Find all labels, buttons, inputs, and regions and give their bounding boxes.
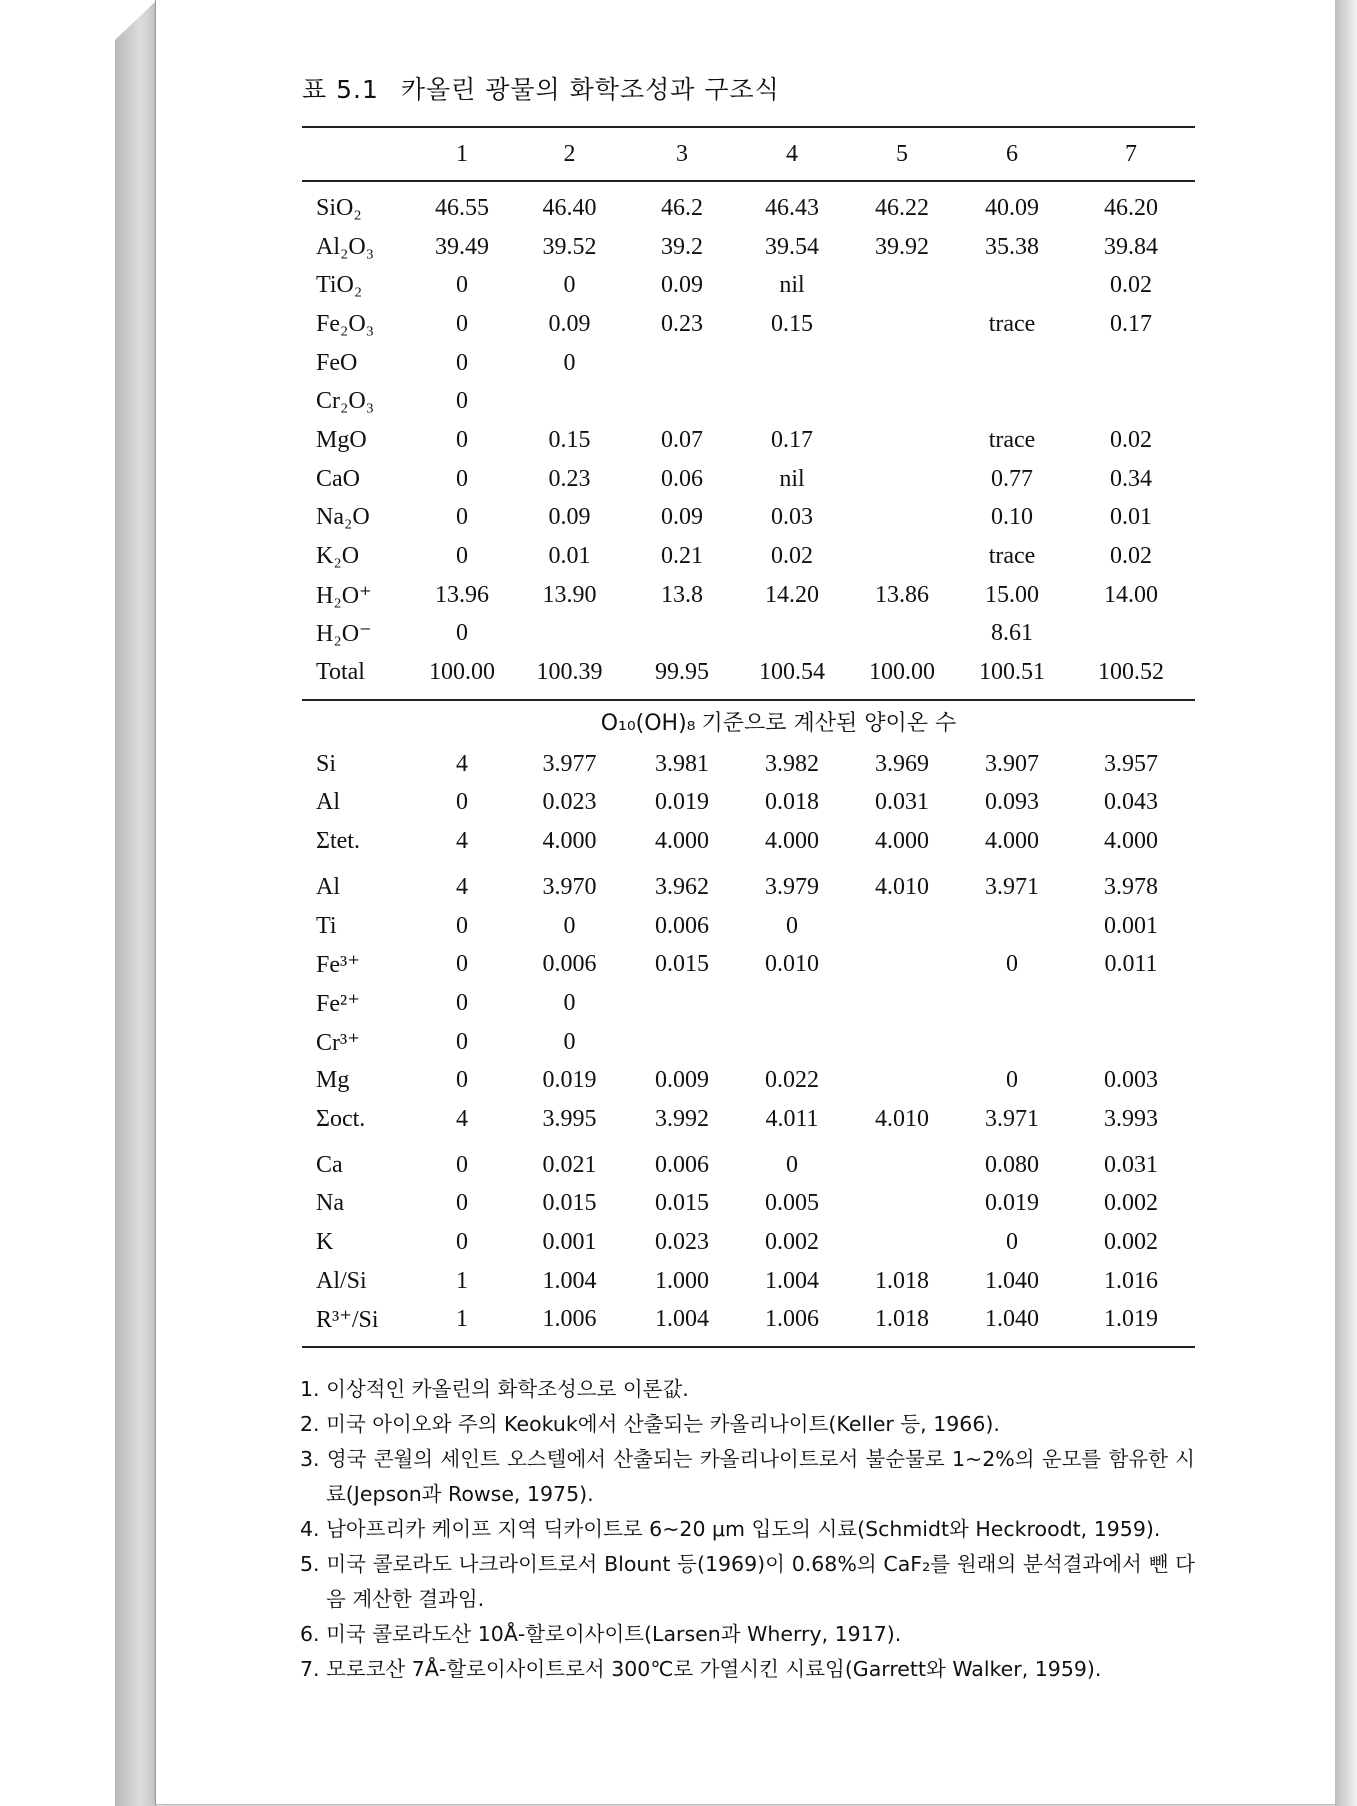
table-cell: 1.018	[875, 1267, 929, 1294]
row-label: K₂O	[316, 543, 360, 570]
row-label: TiO₂	[316, 272, 363, 299]
row-label: CaO	[316, 465, 360, 492]
table-cell: 0	[456, 1067, 468, 1094]
table-row	[302, 382, 1195, 421]
table-caption	[302, 70, 802, 106]
table-row	[302, 745, 1195, 784]
row-label: Σtet.	[316, 828, 360, 855]
table-cell: 0	[456, 1151, 468, 1178]
table-cell: 0.34	[1110, 465, 1152, 492]
table-cell: 0	[1006, 1229, 1018, 1256]
table-cell: 0.019	[985, 1190, 1039, 1217]
row-label: Al	[316, 789, 340, 816]
table-cell: 4.000	[765, 828, 819, 855]
table-cell: 0	[456, 310, 468, 337]
row-label: Al/Si	[316, 1267, 367, 1294]
table-row	[302, 344, 1195, 383]
composition-table	[302, 126, 1195, 1348]
table-cell: 0	[563, 912, 576, 939]
row-label: H₂O⁺	[316, 582, 372, 609]
table-cell: 3.969	[875, 750, 929, 777]
row-label: Ca	[316, 1151, 343, 1178]
table-cell: 4.011	[765, 1105, 819, 1132]
table-cell: nil	[779, 465, 805, 492]
table-cell: 0.023	[655, 1229, 709, 1256]
table-cell: 0	[456, 388, 468, 415]
section-text: 기준으로 계산된 양이온 수	[701, 710, 957, 736]
footnote: 3. 영국 콘월의 세인트 오스텔에서 산출되는 카올리나이트로서 불순물로 1~2%의 운모를 함유한 시료(Jepson과 Rowse, 1975).	[300, 1447, 1195, 1506]
table-cell: 0.01	[1110, 504, 1152, 531]
table-cell: 0.019	[542, 1067, 597, 1094]
row-label: Total	[316, 659, 365, 686]
row-label: R³⁺/Si	[316, 1307, 379, 1334]
table-row	[302, 1262, 1195, 1301]
table-rule	[302, 1346, 1195, 1348]
table-cell: 0	[456, 1190, 468, 1217]
table-row	[302, 189, 1195, 228]
table-cell: 1.018	[875, 1306, 929, 1333]
table-number: 표 5.1	[302, 75, 379, 104]
table-cell: 1.040	[985, 1267, 1039, 1294]
table-cell: 3.992	[655, 1105, 709, 1132]
table-row	[302, 1185, 1195, 1224]
table-cell: 0	[563, 1028, 576, 1055]
table-cell: 0.17	[1110, 310, 1152, 337]
table-cell: 0.07	[661, 426, 703, 453]
table-row	[302, 945, 1195, 984]
column-header: 6	[1006, 140, 1018, 167]
table-cell: 4.000	[985, 828, 1039, 855]
table-cell: trace	[988, 310, 1036, 337]
table-cell: 0	[456, 912, 468, 939]
table-cell: 0	[563, 272, 576, 299]
table-cell: 39.2	[661, 233, 703, 260]
book-spine	[115, 0, 157, 1806]
table-cell: 0.080	[985, 1151, 1039, 1178]
table-cell: 1.004	[655, 1306, 709, 1333]
table-cell: 4	[456, 873, 468, 900]
table-cell: 0	[786, 1151, 798, 1178]
table-cell: 13.90	[542, 581, 597, 608]
table-cell: 0.010	[765, 951, 819, 978]
table-cell: 0.15	[771, 310, 813, 337]
table-cell: 3.971	[985, 1105, 1039, 1132]
table-cell: 0	[563, 989, 576, 1016]
table-cell: 8.61	[991, 620, 1033, 647]
table-cell: 39.52	[542, 233, 597, 260]
table-cell: trace	[988, 426, 1036, 453]
table-cell: 0.06	[661, 465, 703, 492]
table-cell: 0.006	[542, 951, 597, 978]
table-cell: 0.006	[655, 1151, 709, 1178]
table-row	[302, 499, 1195, 538]
table-row	[302, 984, 1195, 1023]
table-row	[302, 907, 1195, 946]
table-row	[302, 1301, 1195, 1340]
spacer	[302, 1139, 1195, 1146]
table-cell: 0	[456, 1229, 468, 1256]
table-cell: 46.20	[1104, 194, 1158, 221]
table-cell: 0.21	[661, 543, 703, 570]
footnote: 5. 미국 콜로라도 나크라이트로서 Blount 등(1969)이 0.68%의 CaF₂를 원래의 분석결과에서 뺀 다음 계산한 결과임.	[300, 1552, 1195, 1611]
table-cell: 4	[456, 750, 468, 777]
column-header: 1	[456, 140, 468, 167]
table-row	[302, 1023, 1195, 1062]
table-row	[302, 266, 1195, 305]
table-cell: 0.77	[991, 465, 1033, 492]
table-cell: 0	[456, 426, 468, 453]
footnote: 4. 남아프리카 케이프 지역 딕카이트로 6~20 μm 입도의 시료(Schmidt와 Heckroodt, 1959).	[300, 1517, 1161, 1541]
row-label: Al	[316, 873, 340, 900]
row-label: Cr₂O₃	[316, 388, 375, 415]
table-row	[302, 421, 1195, 460]
table-cell: 4.000	[1104, 828, 1158, 855]
table-cell: 0.022	[765, 1067, 819, 1094]
table-row	[302, 653, 1195, 692]
table-cell: 0	[456, 951, 468, 978]
table-cell: 46.2	[661, 194, 703, 221]
spacer	[302, 692, 1195, 699]
table-cell: 0.002	[765, 1229, 819, 1256]
table-cell: 3.979	[765, 873, 819, 900]
table-cell: 0.09	[661, 504, 703, 531]
row-label: Σoct.	[316, 1105, 366, 1132]
table-cell: 0	[456, 504, 468, 531]
table-cell: 4	[456, 828, 468, 855]
table-row	[302, 537, 1195, 576]
table-cell: 100.00	[429, 659, 495, 686]
table-cell: 4.000	[542, 828, 597, 855]
row-label: SiO₂	[316, 194, 362, 221]
spacer	[302, 861, 1195, 868]
table-cell: 0.03	[771, 504, 813, 531]
table-cell: 1	[456, 1306, 468, 1333]
table-cell: 100.39	[536, 659, 603, 686]
table-cell: 1.019	[1104, 1306, 1158, 1333]
table-cell: 0	[456, 620, 468, 647]
table-row	[302, 1100, 1195, 1139]
table-cell: 0.006	[655, 912, 709, 939]
table-row	[302, 784, 1195, 823]
table-cell: 0.02	[1110, 426, 1152, 453]
table-cell: 3.977	[542, 750, 597, 777]
row-label: Mg	[316, 1067, 350, 1094]
table-cell: 0.01	[548, 543, 591, 570]
column-header: 5	[896, 140, 908, 167]
table-cell: 1.004	[542, 1267, 597, 1294]
row-label: H₂O⁻	[316, 621, 372, 648]
table-cell: 1.040	[985, 1306, 1039, 1333]
column-header-row	[302, 128, 1195, 180]
table-cell: 46.40	[542, 194, 597, 221]
table-row	[302, 228, 1195, 267]
table-cell: 0	[786, 912, 798, 939]
table-cell: 0.031	[1104, 1151, 1158, 1178]
table-footnotes	[300, 1372, 1195, 1687]
table-cell: 100.00	[869, 659, 935, 686]
spacer	[302, 182, 1195, 189]
table-row	[302, 868, 1195, 907]
table-cell: 0.015	[542, 1190, 597, 1217]
table-cell: 1.000	[655, 1267, 709, 1294]
table-cell: 39.92	[875, 233, 929, 260]
table-row	[302, 1146, 1195, 1185]
table-cell: 39.84	[1104, 233, 1158, 260]
table-cell: 3.957	[1104, 750, 1158, 777]
table-cell: 0	[456, 349, 468, 376]
table-cell: 0.009	[655, 1067, 709, 1094]
column-header: 2	[563, 140, 576, 167]
row-label: Al₂O₃	[316, 233, 375, 260]
column-header: 3	[676, 140, 688, 167]
row-label: FeO	[316, 349, 358, 376]
table-cell: 40.09	[985, 194, 1039, 221]
table-cell: 0.02	[1110, 272, 1152, 299]
table-cell: 0.17	[771, 426, 813, 453]
table-cell: 0.15	[548, 426, 591, 453]
table-row	[302, 460, 1195, 499]
table-cell: 3.995	[542, 1105, 597, 1132]
row-label: Na	[316, 1190, 344, 1217]
table-cell: 3.907	[985, 750, 1039, 777]
row-label: Si	[316, 750, 337, 777]
table-cell: 14.20	[765, 581, 819, 608]
table-cell: 4.000	[655, 828, 709, 855]
column-header: 7	[1125, 140, 1137, 167]
table-cell: 0.02	[1110, 543, 1152, 570]
table-cell: 99.95	[655, 659, 709, 686]
table-cell: 0.043	[1104, 789, 1158, 816]
footnote: 7. 모로코산 7Å-할로이사이트로서 300℃로 가열시킨 시료임(Garrett와 Walker, 1959).	[300, 1657, 1102, 1681]
table-cell: 3.981	[655, 750, 709, 777]
table-cell: 0	[456, 272, 468, 299]
table-row	[302, 576, 1195, 615]
table-cell: 0.002	[1104, 1190, 1158, 1217]
column-header: 4	[786, 140, 798, 167]
table-cell: 39.54	[765, 233, 819, 260]
row-label: Fe²⁺	[316, 990, 360, 1017]
table-cell: 0.018	[765, 789, 819, 816]
table-cell: 0	[1006, 1067, 1018, 1094]
table-cell: 14.00	[1104, 581, 1158, 608]
spacer	[302, 1339, 1195, 1346]
table-cell: 4.010	[875, 873, 929, 900]
table-cell: 3.970	[542, 873, 597, 900]
table-cell: 100.54	[759, 659, 825, 686]
table-cell: 0.09	[548, 310, 591, 337]
footnote: 6. 미국 콜로라도산 10Å-할로이사이트(Larsen과 Wherry, 1917).	[300, 1622, 902, 1646]
table-cell: 0.021	[542, 1151, 597, 1178]
footnote: 2. 미국 아이오와 주의 Keokuk에서 산출되는 카올리나이트(Keller 등, 1966).	[300, 1412, 1000, 1436]
table-cell: 1	[456, 1267, 468, 1294]
section-title	[302, 701, 1195, 745]
table-cell: 3.962	[655, 873, 709, 900]
table-cell: 0.001	[1104, 912, 1158, 939]
table-cell: 100.51	[979, 659, 1045, 686]
table-row	[302, 822, 1195, 861]
table-cell: trace	[988, 543, 1036, 570]
table-cell: 13.86	[875, 581, 929, 608]
table-cell: 0.001	[542, 1229, 597, 1256]
row-label: Fe₂O₃	[316, 310, 375, 337]
table-cell: 3.978	[1104, 873, 1158, 900]
row-label: Ti	[316, 912, 337, 939]
row-label: Cr³⁺	[316, 1029, 360, 1056]
table-cell: 0.002	[1104, 1229, 1158, 1256]
table-cell: 0.093	[985, 789, 1039, 816]
table-cell: nil	[779, 272, 805, 299]
table-cell: 4.010	[875, 1105, 929, 1132]
table-cell: 0.015	[655, 951, 709, 978]
section-formula: O₁₀(OH)₈	[600, 710, 696, 736]
table-row	[302, 1061, 1195, 1100]
row-label: K	[316, 1229, 334, 1256]
table-cell: 0	[456, 543, 468, 570]
table-cell: 0.23	[661, 310, 703, 337]
table-cell: 0	[456, 789, 468, 816]
table-cell: 4.000	[875, 828, 929, 855]
table-cell: 13.96	[435, 581, 489, 608]
table-cell: 0	[1006, 951, 1018, 978]
table-row	[302, 1223, 1195, 1262]
table-cell: 13.8	[661, 581, 703, 608]
table-cell: 35.38	[985, 233, 1039, 260]
table-row	[302, 615, 1195, 654]
row-label: Na₂O	[316, 504, 370, 531]
table-cell: 0.23	[548, 465, 591, 492]
table-cell: 4	[456, 1105, 468, 1132]
table-cell: 0.09	[548, 504, 591, 531]
table-cell: 0	[456, 989, 468, 1016]
row-label: MgO	[316, 426, 367, 453]
table-cell: 0.003	[1104, 1067, 1158, 1094]
table-cell: 0.011	[1104, 951, 1158, 978]
page-edge-shadow	[1335, 0, 1357, 1806]
table-cell: 1.004	[765, 1267, 819, 1294]
table-cell: 3.982	[765, 750, 819, 777]
table-cell: 0	[456, 465, 468, 492]
table-cell: 3.971	[985, 873, 1039, 900]
row-label: Fe³⁺	[316, 952, 360, 979]
table-cell: 46.43	[765, 194, 819, 221]
table-cell: 0.023	[542, 789, 597, 816]
table-cell: 1.006	[765, 1306, 819, 1333]
table-row	[302, 305, 1195, 344]
table-cell: 0.10	[991, 504, 1033, 531]
table-cell: 46.22	[875, 194, 929, 221]
table-cell: 0	[563, 349, 576, 376]
table-title: 카올린 광물의 화학조성과 구조식	[400, 75, 780, 104]
table-cell: 39.49	[435, 233, 489, 260]
table-cell: 46.55	[435, 194, 489, 221]
table-cell: 1.006	[542, 1306, 597, 1333]
table-cell: 0.005	[765, 1190, 819, 1217]
table-cell: 100.52	[1098, 659, 1164, 686]
table-cell: 0.015	[655, 1190, 709, 1217]
table-cell: 15.00	[985, 581, 1039, 608]
table-cell: 3.993	[1104, 1105, 1158, 1132]
table-cell: 1.016	[1104, 1267, 1158, 1294]
footnote: 1. 이상적인 카올린의 화학조성으로 이론값.	[300, 1377, 689, 1401]
table-cell: 0	[456, 1028, 468, 1055]
table-cell: 0.031	[875, 789, 929, 816]
table-cell: 0.09	[661, 272, 703, 299]
table-cell: 0.02	[771, 543, 813, 570]
table-cell: 0.019	[655, 789, 709, 816]
